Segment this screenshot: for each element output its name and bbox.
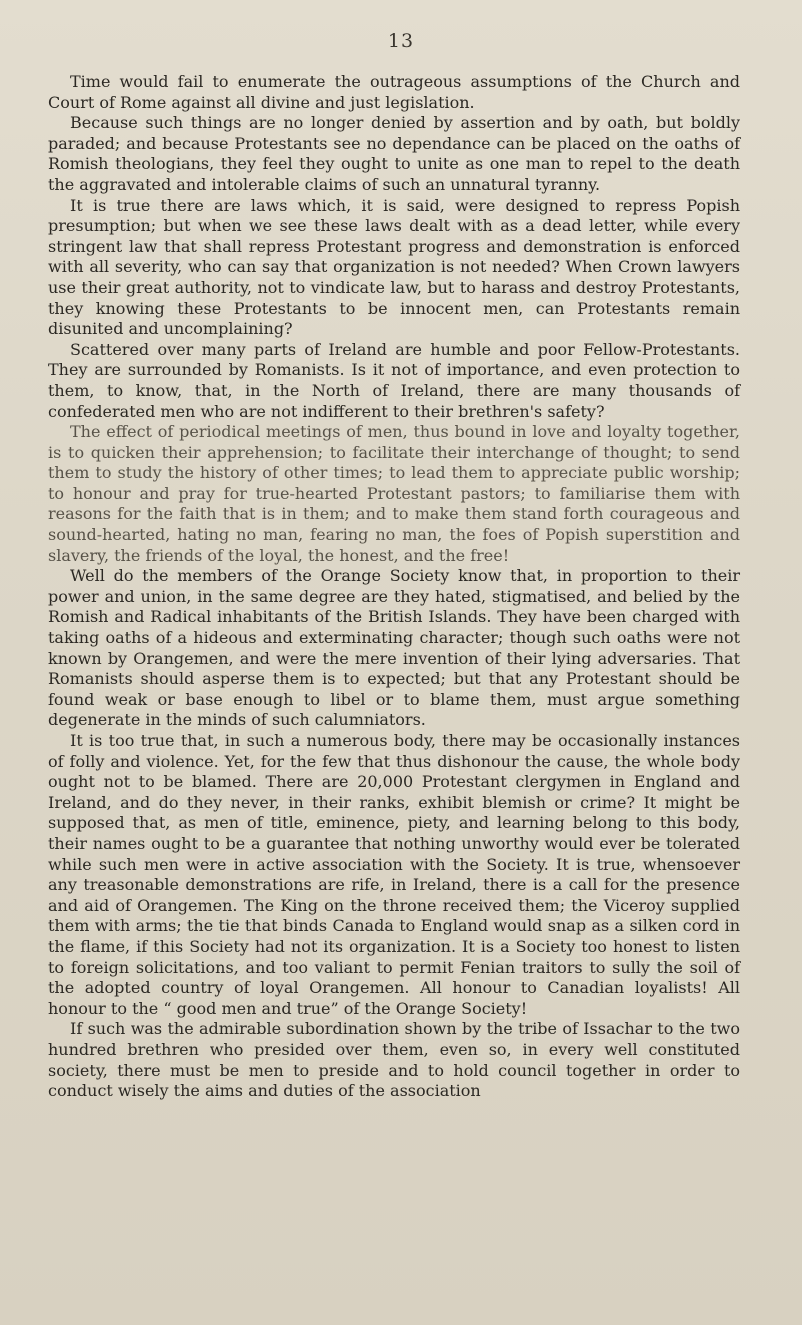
paragraph: Scattered over many parts of Ireland are humble and poor Fellow-Protestants. They are surrounded by Romanists. Is it not of importance, and even protection to them, to know, that, in the North of Ireland, there are many thousands of confederated men who are not indifferent to their brethren's safety? xyxy=(48,339,740,421)
paragraph: The effect of periodical meetings of men, thus bound in love and loyalty together, is to quicken their apprehension; to facilitate their interchange of thought; to send them to study the history of other times; to lead them to appreciate public worship; to honour and pray for true-hearted Protestant pastors; to familiarise them with reasons for the faith that is in them; and to make them stand forth courageous and sound-hearted, hating no man, fearing no man, the foes of Popish superstition and slavery, the friends of the loyal, the honest, and the free! xyxy=(48,422,740,565)
paragraph: It is true there are laws which, it is said, were designed to repress Popish presumption; but when we see these laws dealt with as a dead letter, while every stringent law that shall repress Protestant progress and demonstration is enforced with all severity, who can say that organization is not needed? When Crown lawyers use their great authority, not to vindicate law, but to harass and destroy Protestants, they knowing these Protestants to be innocent men, can Protestants remain disunited and uncomplaining? xyxy=(48,195,740,339)
paragraph: Because such things are no longer denied by assertion and by oath, but boldly paraded; and because Protestants see no dependance can be placed on the oaths of Romish theologians, they feel they ought to unite as one man to repel to the death the aggravated and intolerable claims of such an unnatural tyranny. xyxy=(48,113,740,194)
paragraph: If such was the admirable subordination shown by the tribe of Issachar to the two hundred brethren who presided over them, even so, in every well constituted society, there must be men to preside and to hold council together in order to conduct wisely the aims and duties of the association xyxy=(48,1019,740,1101)
paragraph: Time would fail to enumerate the outrageous assumptions of the Church and Court of Rome against all divine and just legislation. xyxy=(48,72,740,112)
body-text xyxy=(48,72,740,1102)
paragraph: It is too true that, in such a numerous body, there may be occasionally instances of folly and violence. Yet, for the few that thus dishonour the cause, the whole body ought not to be blamed. There are 20,000 Protestant clergymen in England and Ireland, and do they never, in their ranks, exhibit blemish or crime? It might be supposed that, as men of title, eminence, piety, and learning belong to this body, their names ought to be a guarantee that nothing unworthy would ever be tolerated while such men were in active association with the Society. It is true, whensoever any treasonable demonstrations are rife, in Ireland, there is a call for the presence and aid of Orangemen. The King on the throne received them; the Viceroy supplied them with arms; the tie that binds Canada to England would snap as a silken cord in the flame, if this Society had not its organization. It is a Society too honest to listen to foreign solicitations, and too valiant to permit Fenian traitors to sully the soil of the adopted country of loyal Orangemen. All honour to Canadian loyalists! All honour to the “ good men and true” of the Orange Society! xyxy=(48,731,740,1018)
page-number: 13 xyxy=(387,30,415,52)
paragraph: Well do the members of the Orange Society know that, in proportion to their power and union, in the same degree are they hated, stigmatised, and belied by the Romish and Radical inhabitants of the British Islands. They have been charged with taking oaths of a hideous and exterminating character; though such oaths were not known by Orangemen, and were the mere invention of their lying adversaries. That Romanists should asperse them is to expected; but that any Protestant should be found weak or base enough to libel or to blame them, must argue something degenerate in the minds of such calumniators. xyxy=(48,566,740,730)
